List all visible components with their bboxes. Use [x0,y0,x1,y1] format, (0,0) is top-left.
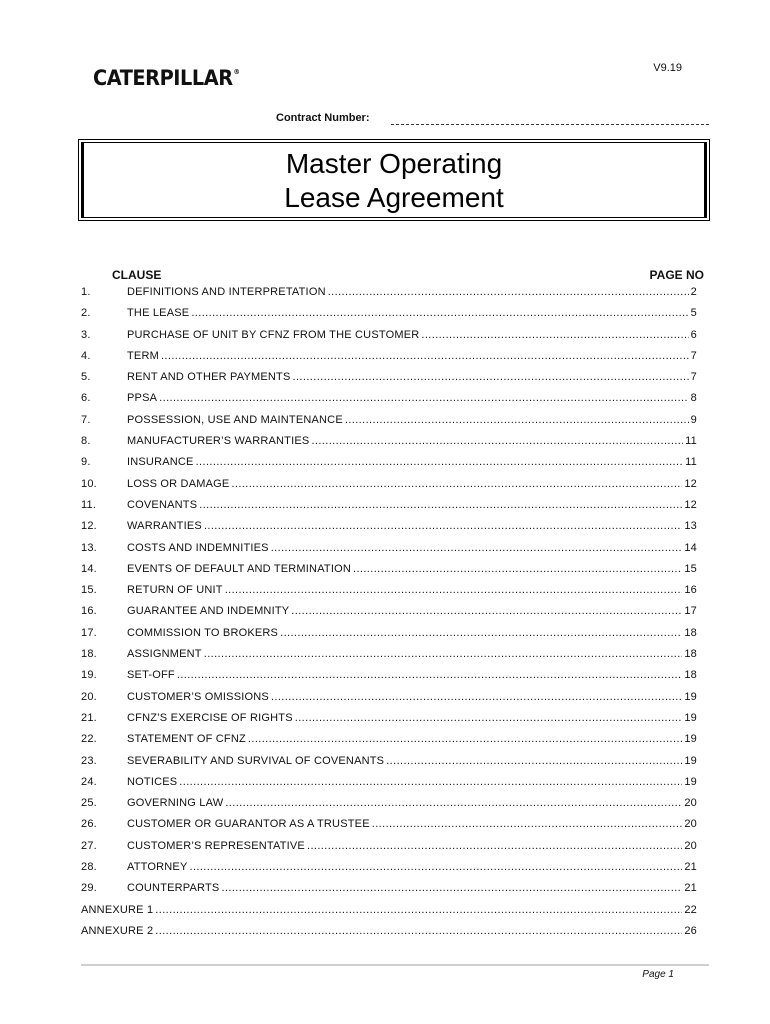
toc-dot-leader [155,904,682,916]
toc-entry[interactable] [81,776,697,797]
toc-entry[interactable] [81,286,697,307]
toc-entry-number: 3. [81,328,91,341]
toc-entry[interactable] [81,520,697,541]
toc-entry-title: COVENANTS [127,498,198,511]
toc-entry-page: 6 [690,328,697,341]
toc-entry-number: 20. [81,690,97,703]
toc-dot-leader [155,925,682,937]
toc-entry[interactable] [81,882,697,903]
toc-entry-number: 11. [81,498,97,511]
toc-dot-leader [291,605,682,617]
toc-entry-title: GUARANTEE AND INDEMNITY [127,605,290,618]
toc-entry-title: TERM [127,349,159,362]
toc-entry-title: INSURANCE [127,456,194,469]
title-line-1: Master Operating [285,148,503,179]
toc-dot-leader [271,542,683,554]
toc-entry[interactable] [81,840,697,861]
toc-entry-number: 13. [81,541,97,554]
toc-entry[interactable] [81,712,697,733]
toc-entry-page: 17 [684,605,697,618]
toc-entry-page: 13 [684,520,697,533]
toc-entry-title: STATEMENT OF CFNZ [127,733,246,746]
toc-entry[interactable] [81,605,697,626]
toc-entry-page: 7 [690,349,697,362]
toc-entry-page: 19 [684,690,697,703]
toc-entry[interactable] [81,414,697,435]
table-of-contents [81,286,697,946]
toc-entry-page: 7 [690,371,697,384]
toc-entry-number: 10. [81,477,97,490]
toc-entry-number: 25. [81,797,97,810]
toc-entry[interactable] [81,755,697,776]
toc-entry[interactable] [81,329,697,350]
toc-entry-number: 21. [81,711,97,724]
toc-dot-leader [293,371,689,383]
toc-dot-leader [386,755,682,767]
toc-entry-number: 9. [81,456,91,469]
toc-entry-page: 20 [684,797,697,810]
toc-entry[interactable] [81,797,697,818]
toc-entry-number: 18. [81,648,97,661]
toc-entry-title: CUSTOMER’S REPRESENTATIVE [127,839,305,852]
annexure-entry[interactable] [81,925,697,946]
toc-entry-title: THE LEASE [127,307,190,320]
toc-entry-page: 19 [684,711,697,724]
toc-entry-title: COMMISSION TO BROKERS [127,626,279,639]
toc-entry-number: 26. [81,818,97,831]
toc-dot-leader [225,584,683,596]
toc-entry-title: EVENTS OF DEFAULT AND TERMINATION [127,562,351,575]
toc-entry-title: PPSA [127,392,158,405]
toc-entry-number: 27. [81,839,97,852]
toc-entry-page: 20 [684,839,697,852]
toc-entry-title: RETURN OF UNIT [127,584,223,597]
toc-entry[interactable] [81,499,697,520]
toc-entry-title: PURCHASE OF UNIT BY CFNZ FROM THE CUSTOMER [127,328,420,341]
toc-entry-title: COSTS AND INDEMNITIES [127,541,269,554]
toc-entry-page: 26 [684,924,697,937]
toc-entry-page: 11 [685,435,697,448]
toc-dot-leader [307,840,682,852]
toc-entry-title: POSSESSION, USE AND MAINTENANCE [127,413,343,426]
version-label: V9.19 [653,62,682,74]
toc-dot-leader [345,414,689,426]
toc-entry[interactable] [81,371,697,392]
toc-entry[interactable] [81,435,697,456]
toc-entry-page: 22 [684,903,697,916]
contract-number-label: Contract Number: [276,112,370,124]
toc-entry[interactable] [81,350,697,371]
toc-entry-number: 1. [81,286,91,298]
toc-entry-number: 17. [81,626,97,639]
toc-entry-number: 14. [81,562,97,575]
toc-entry-title: CUSTOMER OR GUARANTOR AS A TRUSTEE [127,818,370,831]
toc-entry-page: 11 [685,456,697,469]
annexure-entry[interactable] [81,904,697,925]
toc-dot-leader [204,520,682,532]
toc-entry-page: 12 [684,477,697,490]
toc-entry-title: CUSTOMER’S OMISSIONS [127,690,269,703]
toc-dot-leader [295,712,683,724]
toc-dot-leader [280,627,682,639]
toc-entry-title: LOSS OR DAMAGE [127,477,230,490]
toc-dot-leader [199,499,682,511]
toc-entry[interactable] [81,648,697,669]
toc-entry-title: SET-OFF [127,669,175,682]
footer-page-number: Page 1 [642,969,674,980]
toc-entry-number: 5. [81,371,91,384]
toc-entry-number: 22. [81,733,97,746]
toc-dot-leader [204,648,683,660]
toc-dot-leader [421,329,688,341]
toc-entry-page: 2 [690,286,697,298]
toc-entry-number: 29. [81,882,97,895]
toc-entry[interactable] [81,691,697,712]
toc-entry-title: COUNTERPARTS [127,882,220,895]
toc-dot-leader [372,818,683,830]
toc-dot-leader [225,797,682,809]
toc-dot-leader [231,478,682,490]
toc-dot-leader [196,456,684,468]
toc-entry-title: GOVERNING LAW [127,797,224,810]
toc-entry-page: 15 [684,562,697,575]
title-box [81,142,707,218]
toc-entry-title: WARRANTIES [127,520,202,533]
toc-dot-leader [177,669,683,681]
toc-entry-number: 16. [81,605,97,618]
toc-entry-page: 16 [684,584,697,597]
toc-entry-number: 2. [81,307,91,320]
toc-entry-title: ANNEXURE 1 [81,903,154,916]
toc-entry-title: NOTICES [127,775,178,788]
toc-entry-page: 9 [690,413,697,426]
toc-entry-page: 19 [684,733,697,746]
toc-entry-number: 7. [81,413,91,426]
caterpillar-logo [93,66,240,90]
toc-entry-number: 19. [81,669,97,682]
toc-entry-title: ATTORNEY [127,861,188,874]
toc-entry[interactable] [81,456,697,477]
toc-entry[interactable] [81,627,697,648]
toc-entry-page: 8 [690,392,697,405]
toc-dot-leader [248,733,682,745]
toc-dot-leader [311,435,683,447]
toc-entry-title: CFNZ’S EXERCISE OF RIGHTS [127,711,293,724]
toc-entry-title: MANUFACTURER’S WARRANTIES [127,435,310,448]
toc-entry[interactable] [81,478,697,499]
toc-entry-number: 23. [81,754,97,767]
toc-entry-page: 18 [684,626,697,639]
toc-entry-title: DEFINITIONS AND INTERPRETATION [127,286,326,298]
contract-number-field[interactable] [391,124,709,125]
toc-dot-leader [161,350,689,362]
toc-dot-leader [159,392,689,404]
toc-entry-page: 20 [684,818,697,831]
toc-entry[interactable] [81,307,697,328]
toc-entry-page: 12 [684,498,697,511]
toc-entry-page: 18 [684,669,697,682]
toc-dot-leader [328,286,689,298]
toc-entry-number: 4. [81,349,91,362]
toc-dot-leader [353,563,682,575]
logo-text: CATERPILLAR [93,66,233,90]
title-line-2: Lease Agreement [284,182,504,213]
toc-dot-leader [221,882,682,894]
toc-entry-number: 12. [81,520,97,533]
toc-entry-title: ANNEXURE 2 [81,924,154,937]
toc-entry[interactable] [81,818,697,839]
toc-entry-number: 6. [81,392,91,405]
toc-entry-page: 19 [684,775,697,788]
toc-entry[interactable] [81,669,697,690]
toc-entry-page: 18 [684,648,697,661]
toc-entry-number: 24. [81,775,97,788]
registered-mark: ® [233,68,240,76]
toc-entry-title: SEVERABILITY AND SURVIVAL OF COVENANTS [127,754,385,767]
toc-dot-leader [191,307,688,319]
toc-entry-title: ASSIGNMENT [127,648,202,661]
toc-entry[interactable] [81,861,697,882]
page-column-header: PAGE NO [649,268,704,282]
toc-dot-leader [271,691,682,703]
toc-entry-number: 8. [81,435,91,448]
toc-entry-title: RENT AND OTHER PAYMENTS [127,371,291,384]
toc-entry[interactable] [81,563,697,584]
toc-dot-leader [189,861,682,873]
toc-dot-leader [179,776,682,788]
toc-entry-page: 14 [684,541,697,554]
toc-entry-number: 15. [81,584,97,597]
toc-entry-page: 19 [684,754,697,767]
clause-column-header: CLAUSE [112,268,162,282]
toc-entry-page: 21 [684,882,697,895]
toc-entry[interactable] [81,733,697,754]
toc-entry-number: 28. [81,861,97,874]
footer-rule [81,964,709,966]
toc-entry[interactable] [81,542,697,563]
toc-entry-page: 21 [684,861,697,874]
toc-entry-page: 5 [690,307,697,320]
toc-entry[interactable] [81,584,697,605]
toc-entry[interactable] [81,392,697,413]
